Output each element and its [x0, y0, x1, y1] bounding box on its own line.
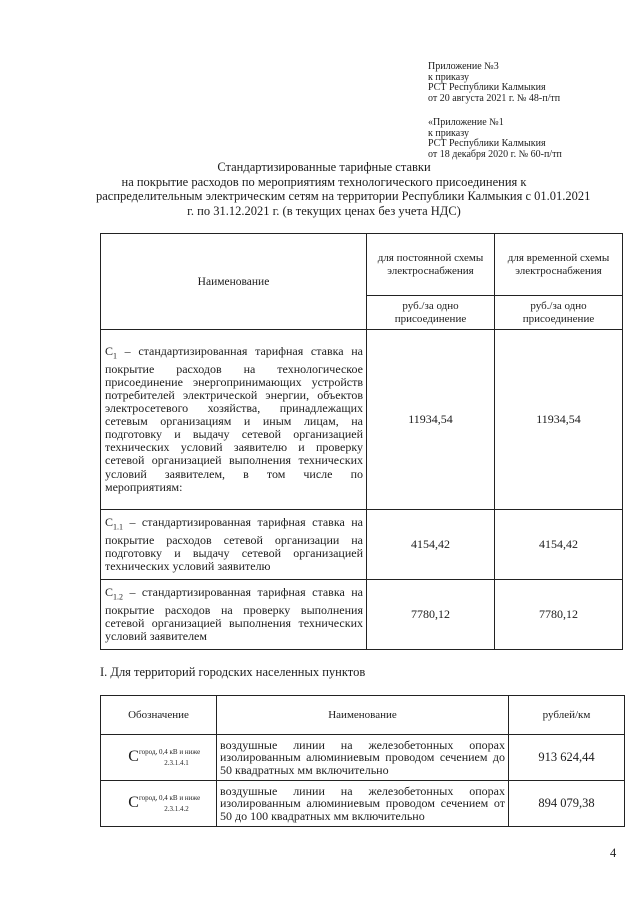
- appendix-line: от 18 декабря 2020 г. № 60-п/тп: [428, 148, 562, 160]
- title-line: г. по 31.12.2021 г. (в текущих ценах без учета НДС): [187, 203, 461, 218]
- table-row: [101, 510, 623, 580]
- rate-temporary: 11934,54: [495, 330, 623, 510]
- rate-symbol: C: [105, 344, 114, 359]
- section-title: I. Для территорий городских населенных пунктов: [100, 665, 366, 679]
- rate-text: – стандартизированная тарифная ставка на покрытие расходов на проверку выполнения сетевой организацией выполнения технических условий заявителем: [105, 585, 363, 643]
- title-line: распределительным электрическим сетям на территории Республики Калмыкия с 01.01.2021: [96, 189, 591, 203]
- header-code: Обозначение: [101, 696, 217, 735]
- title-line: Стандартизированные тарифные ставки: [217, 160, 431, 174]
- appendix-line: «Приложение №1: [428, 117, 504, 128]
- unit-permanent: руб./за одно присоединение: [367, 296, 495, 330]
- unit-temporary: руб./за одно присоединение: [495, 296, 623, 330]
- rate-permanent: 4154,42: [367, 510, 495, 580]
- appendix-line: к приказу: [428, 71, 469, 83]
- line-rates-table: [100, 695, 625, 827]
- rate-description: [101, 330, 367, 510]
- appendix-line: к приказу: [428, 127, 469, 139]
- appendix-line: Приложение №3: [428, 61, 499, 72]
- rate-code: [101, 781, 217, 827]
- line-description: воздушные линии на железобетонных опорах изолированным алюминиевым проводом сечением до 50 квадратных мм включительно: [217, 735, 509, 781]
- header-permanent: для постоянной схемы электроснабжения: [367, 234, 495, 296]
- header-unit: рублей/км: [509, 696, 625, 735]
- rate-description: [101, 510, 367, 580]
- code-subscript: 2.3.1.4.1: [164, 759, 189, 767]
- rate-symbol: C: [105, 515, 114, 530]
- line-description: воздушные линии на железобетонных опорах изолированным алюминиевым проводом сечением от 50 до 100 квадратных мм включительно: [217, 781, 509, 827]
- rate-subscript: 1: [113, 351, 118, 361]
- code-superscript: город, 0,4 кВ и ниже: [138, 748, 201, 756]
- rate-symbol: C: [105, 585, 114, 600]
- header-temporary: для временной схемы электроснабжения: [495, 234, 623, 296]
- table-row: [101, 735, 625, 781]
- appendix-line: РСТ Республики Калмыкия: [428, 138, 546, 149]
- rate-text: – стандартизированная тарифная ставка на покрытие расходов на технологическое присоединение энергопринимающих устройств потребителей электрической энергии, объектов электросетевого хозяйства, принадлежащих сетевым организациям и иным лицам, на подготовку и выдачу сетевой организацией технических условий заявителю и проверку сетевой организацией выполнения технических условий заявителем, в том числе по мероприятиям:: [105, 344, 363, 494]
- code-letter: C: [128, 748, 139, 765]
- rate-subscript: 1.1: [113, 522, 124, 532]
- rate-temporary: 4154,42: [495, 510, 623, 580]
- table-row: [101, 781, 625, 827]
- rate-permanent: 11934,54: [367, 330, 495, 510]
- line-value: 894 079,38: [509, 781, 625, 827]
- rate-temporary: 7780,12: [495, 580, 623, 650]
- rate-text: – стандартизированная тарифная ставка на покрытие расходов сетевой организации на подготовку и выдачу сетевой организацией технических условий заявителю: [105, 515, 363, 573]
- header-name: Наименование: [101, 234, 367, 330]
- table-row: [101, 330, 623, 510]
- table-row: [101, 580, 623, 650]
- rate-permanent: 7780,12: [367, 580, 495, 650]
- page-number: 4: [610, 846, 617, 860]
- code-superscript: город, 0,4 кВ и ниже: [138, 794, 201, 802]
- rate-description: [101, 580, 367, 650]
- appendix-header-current: [428, 62, 633, 104]
- document-title: [96, 160, 591, 218]
- code-subscript: 2.3.1.4.2: [164, 805, 189, 813]
- header-name: Наименование: [217, 696, 509, 735]
- appendix-line: РСТ Республики Калмыкия: [428, 82, 546, 93]
- code-letter: C: [128, 794, 139, 811]
- title-line: на покрытие расходов по мероприятиям технологического присоединения к: [121, 174, 527, 189]
- rate-subscript: 1.2: [113, 592, 124, 602]
- tariff-rates-table: [100, 233, 623, 650]
- rate-code: [101, 735, 217, 781]
- appendix-line: от 20 августа 2021 г. № 48-п/тп: [428, 92, 561, 104]
- line-value: 913 624,44: [509, 735, 625, 781]
- appendix-header-previous: [428, 118, 633, 160]
